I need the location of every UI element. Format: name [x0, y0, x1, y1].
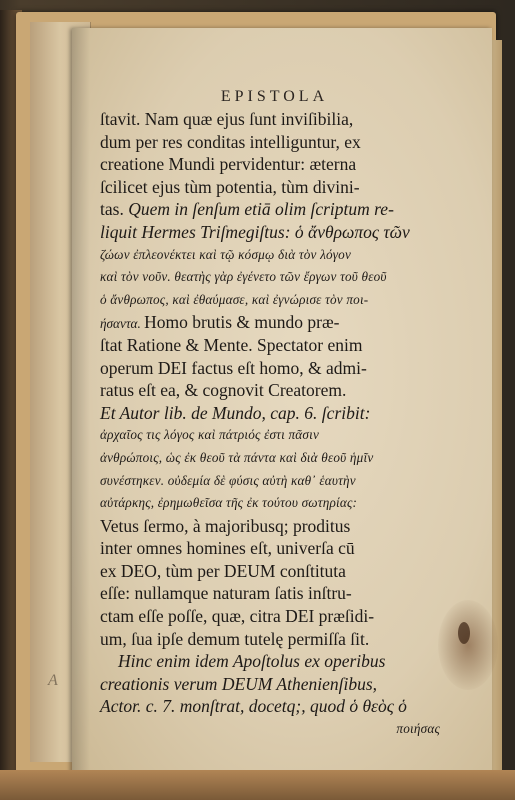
page-text	[100, 108, 460, 741]
text-line: creatione Mundi pervidentur: æterna	[100, 154, 357, 175]
text-line: eſſe: nullamque naturam ſatis inſtru-	[100, 583, 352, 604]
text-run-roman: Homo brutis & mundo præ-	[144, 312, 340, 333]
text-line	[100, 198, 460, 221]
text-line: Vetus ſermo, à majoribusq; proditus	[100, 515, 351, 536]
text-line: inter omnes homines eſt, univerſa cū	[100, 538, 355, 559]
text-line: dum per res conditas intelliguntur, ex	[100, 131, 361, 152]
text-line-greek: καὶ τὸν νοῦν. θεατὴς γὰρ ἐγένετο τῶν ἔργων τοῦ θεοῦ	[100, 269, 387, 285]
text-line: operum DEI factus eſt homo, & admi-	[100, 357, 367, 378]
text-line-greek: συνέστηκεν. οὐδεμία δὲ φύσις αὐτὴ καθ᾿ ἑαυτὴν	[100, 472, 356, 488]
book-bottom-edge	[0, 770, 515, 800]
text-line: Hinc enim idem Apoſtolus ex operibus	[118, 651, 386, 672]
text-run-roman: tas.	[100, 199, 129, 220]
running-header: EPISTOLA	[220, 88, 329, 105]
text-run-greek: ήσαντα.	[100, 316, 145, 332]
text-line-greek: ἀρχαῖος τις λόγος καὶ πάτριός ἐστι πᾶσιν	[100, 427, 320, 443]
text-line-greek: ποιήσας	[396, 721, 440, 737]
text-line: ratus eſt ea, & cognovit Creatorem.	[100, 380, 347, 401]
text-run-italic: Quem in ſenſum etiā olim ſcriptum re-	[128, 199, 394, 220]
text-line-greek: ὁ ἄνθρωπος, καὶ ἐθαύμασε, καὶ ἐγνώρισε τὸν ποι-	[100, 291, 369, 307]
margin-mark: A	[48, 672, 58, 689]
text-line	[100, 311, 460, 334]
text-line: Actor. c. 7. monſtrat, docetq;, quod ὁ θεὸς ὁ	[100, 696, 407, 717]
text-line: creationis verum DEUM Athenienſibus,	[100, 673, 378, 694]
text-line: ſtat Ratione & Mente. Spectator enim	[100, 334, 363, 355]
text-line: ex DEO, tùm per DEUM conſtituta	[100, 560, 346, 581]
text-line: ctam eſſe poſſe, quæ, citra DEI præſidi-	[100, 606, 375, 627]
text-line: Et Autor lib. de Mundo, cap. 6. ſcribit:	[100, 402, 371, 423]
text-line-greek: αὐτάρκης, ἐρημωθεῖσα τῆς ἐκ τούτου σωτηρίας:	[100, 495, 358, 511]
text-line: um, ſua ipſe demum tutelę permiſſa ſit.	[100, 628, 370, 649]
text-line: ſcilicet ejus tùm potentia, tùm divini-	[100, 176, 360, 197]
text-line: ſtavit. Nam quæ ejus ſunt inviſibilia,	[100, 109, 354, 129]
text-line: liquit Hermes Triſmegiſtus: ὁ ἄνθρωπος τῶν	[100, 221, 410, 242]
gutter-shadow	[72, 28, 90, 783]
text-line-greek: ἀνθρώποις, ὡς ἐκ θεοῦ τὰ πάντα καὶ διὰ θεοῦ ἡμῖν	[100, 449, 374, 465]
text-line-greek: ζώων ἐπλεονέκτει καὶ τῷ κόσμῳ διὰ τὸν λόγον	[100, 246, 352, 262]
